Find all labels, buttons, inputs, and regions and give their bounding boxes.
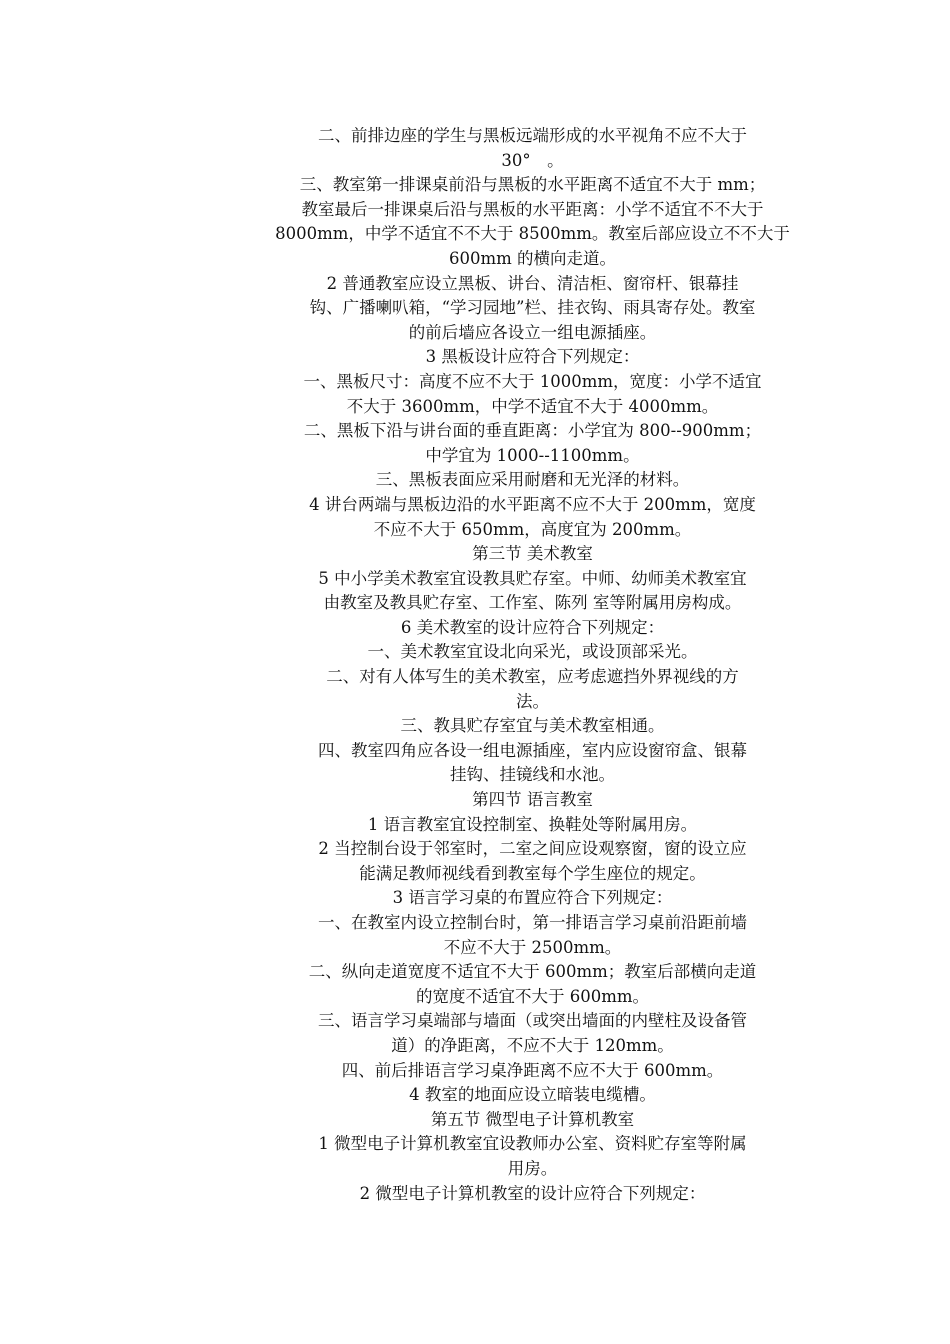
text-line: 不大于 3600mm，中学不适宜不大于 4000mm。 xyxy=(346,396,719,416)
text-line: 2 微型电子计算机教室的设计应符合下列规定： xyxy=(359,1183,706,1203)
text-line: 中学宜为 1000--1100mm。 xyxy=(425,445,640,465)
text-line: 2 普通教室应设立黑板、讲台、清洁柜、窗帘杆、银幕挂 xyxy=(326,273,739,293)
text-line: 5 中小学美术教室宜设教具贮存室。中师、幼师美术教室宜 xyxy=(318,568,747,588)
section-heading: 第三节 美术教室 xyxy=(472,544,593,564)
text-line: 30° 。 xyxy=(501,150,564,170)
text-line: 不应不大于 650mm，高度宜为 200mm。 xyxy=(373,519,692,539)
text-line: 四、教室四角应各设一组电源插座，室内应设窗帘盒、银幕 xyxy=(318,740,747,760)
text-line: 不应不大于 2500mm。 xyxy=(443,937,622,957)
text-line: 三、语言学习桌端部与墙面（或突出墙面的内壁柱及设备管 xyxy=(318,1011,747,1031)
text-line: 4 教室的地面应设立暗装电缆槽。 xyxy=(409,1085,656,1105)
text-line: 三、教室第一排课桌前沿与黑板的水平距离不适宜不大于 mm； xyxy=(299,175,766,195)
text-line: 二、前排边座的学生与黑板远端形成的水平视角不应不大于 xyxy=(318,126,747,145)
text-line: 三、教具贮存室宜与美术教室相通。 xyxy=(400,716,665,736)
text-line: 三、黑板表面应采用耐磨和无光泽的材料。 xyxy=(375,470,690,490)
text-line: 道）的净距离，不应不大于 120mm。 xyxy=(391,1035,674,1055)
text-line: 二、纵向走道宽度不适宜不大于 600mm；教室后部横向走道 xyxy=(308,962,757,982)
section-heading: 第四节 语言教室 xyxy=(472,790,593,810)
document-body xyxy=(255,124,810,1206)
section-heading: 第五节 微型电子计算机教室 xyxy=(430,1109,635,1129)
text-line: 一、在教室内设立控制台时，第一排语言学习桌前沿距前墙 xyxy=(318,913,747,932)
text-line: 由教室及教具贮存室、工作室、陈列 室等附属用房构成。 xyxy=(323,593,742,613)
text-line: 二、黑板下沿与讲台面的垂直距离：小学宜为 800--900mm； xyxy=(303,421,762,441)
text-line: 2 当控制台设于邻室时，二室之间应设观察窗，窗的设立应 xyxy=(318,839,747,859)
text-line: 3 语言学习桌的布置应符合下列规定： xyxy=(392,888,673,908)
text-line: 一、黑板尺寸：高度不应不大于 1000mm，宽度：小学不适宜 xyxy=(303,371,762,391)
text-line: 1 语言教室宜设控制室、换鞋处等附属用房。 xyxy=(367,814,698,834)
text-line: 6 美术教室的设计应符合下列规定： xyxy=(400,617,665,637)
text-line: 8000mm，中学不适宜不不大于 8500mm。教室后部应设立不不大于 xyxy=(275,224,790,244)
text-line: 四、前后排语言学习桌净距离不应不大于 600mm。 xyxy=(341,1060,724,1080)
text-line: 600mm 的横向走道。 xyxy=(448,248,617,268)
text-line: 二、对有人体写生的美术教室，应考虑遮挡外界视线的方 xyxy=(326,667,739,687)
text-line: 用房。 xyxy=(507,1158,558,1178)
text-line: 钩、广播喇叭箱，“学习园地”栏、挂衣钩、雨具寄存处。教室 xyxy=(309,298,756,318)
text-line: 3 黑板设计应符合下列规定： xyxy=(425,347,640,367)
text-line: 一、美术教室宜设北向采光，或设顶部采光。 xyxy=(367,642,698,662)
text-line: 1 微型电子计算机教室宜设教师办公室、资料贮存室等附属 xyxy=(318,1134,747,1154)
text-line: 挂钩、挂镜线和水池。 xyxy=(450,765,615,785)
text-line: 4 讲台两端与黑板边沿的水平距离不应不大于 200mm，宽度 xyxy=(309,494,756,514)
text-line: 能满足教师视线看到教室每个学生座位的规定。 xyxy=(359,863,706,883)
text-line: 的前后墙应各设立一组电源插座。 xyxy=(408,322,657,342)
text-line: 法。 xyxy=(516,691,549,711)
text-line: 教室最后一排课桌后沿与黑板的水平距离：小学不适宜不不大于 xyxy=(301,199,764,219)
text-line: 的宽度不适宜不大于 600mm。 xyxy=(415,986,650,1006)
